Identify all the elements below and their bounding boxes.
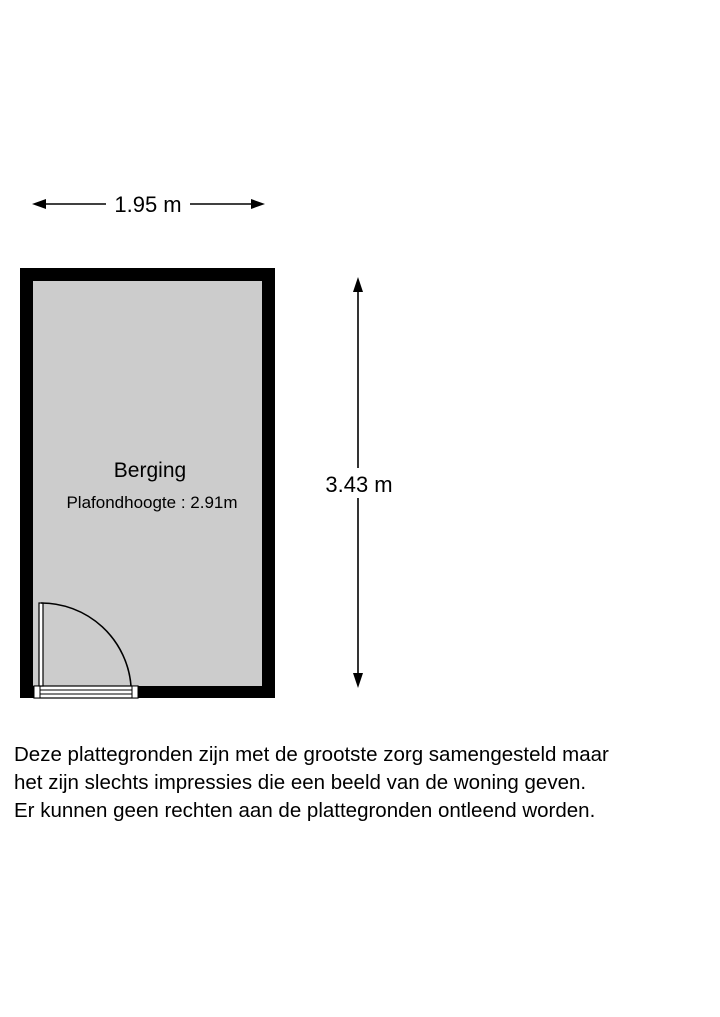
door-jamb-right: [132, 686, 138, 698]
arrow-up-icon: [353, 277, 363, 292]
disclaimer-text: [14, 741, 714, 825]
room-name: Berging: [113, 459, 187, 482]
room-berging: [20, 268, 275, 698]
width-dimension: [32, 192, 265, 217]
arrow-down-icon: [353, 673, 363, 688]
door-opening: [34, 686, 138, 698]
disclaimer-line-2: het zijn slechts impressies die een beeld van de woning geven.: [14, 771, 587, 794]
height-dimension-label: 3.43 m: [325, 472, 393, 497]
disclaimer-line-1: Deze plattegronden zijn met de grootste zorg samengesteld maar: [14, 743, 609, 766]
room-floor: [33, 281, 262, 686]
door-leaf: [39, 603, 43, 686]
disclaimer-line-3: Er kunnen geen rechten aan de plattegronden ontleend worden.: [14, 799, 596, 822]
door-jamb-left: [34, 686, 40, 698]
arrow-left-icon: [32, 199, 46, 209]
ceiling-height-label: Plafondhoogte : 2.91m: [66, 493, 238, 512]
height-dimension: [324, 277, 396, 688]
width-dimension-label: 1.95 m: [114, 192, 182, 217]
arrow-right-icon: [251, 199, 265, 209]
